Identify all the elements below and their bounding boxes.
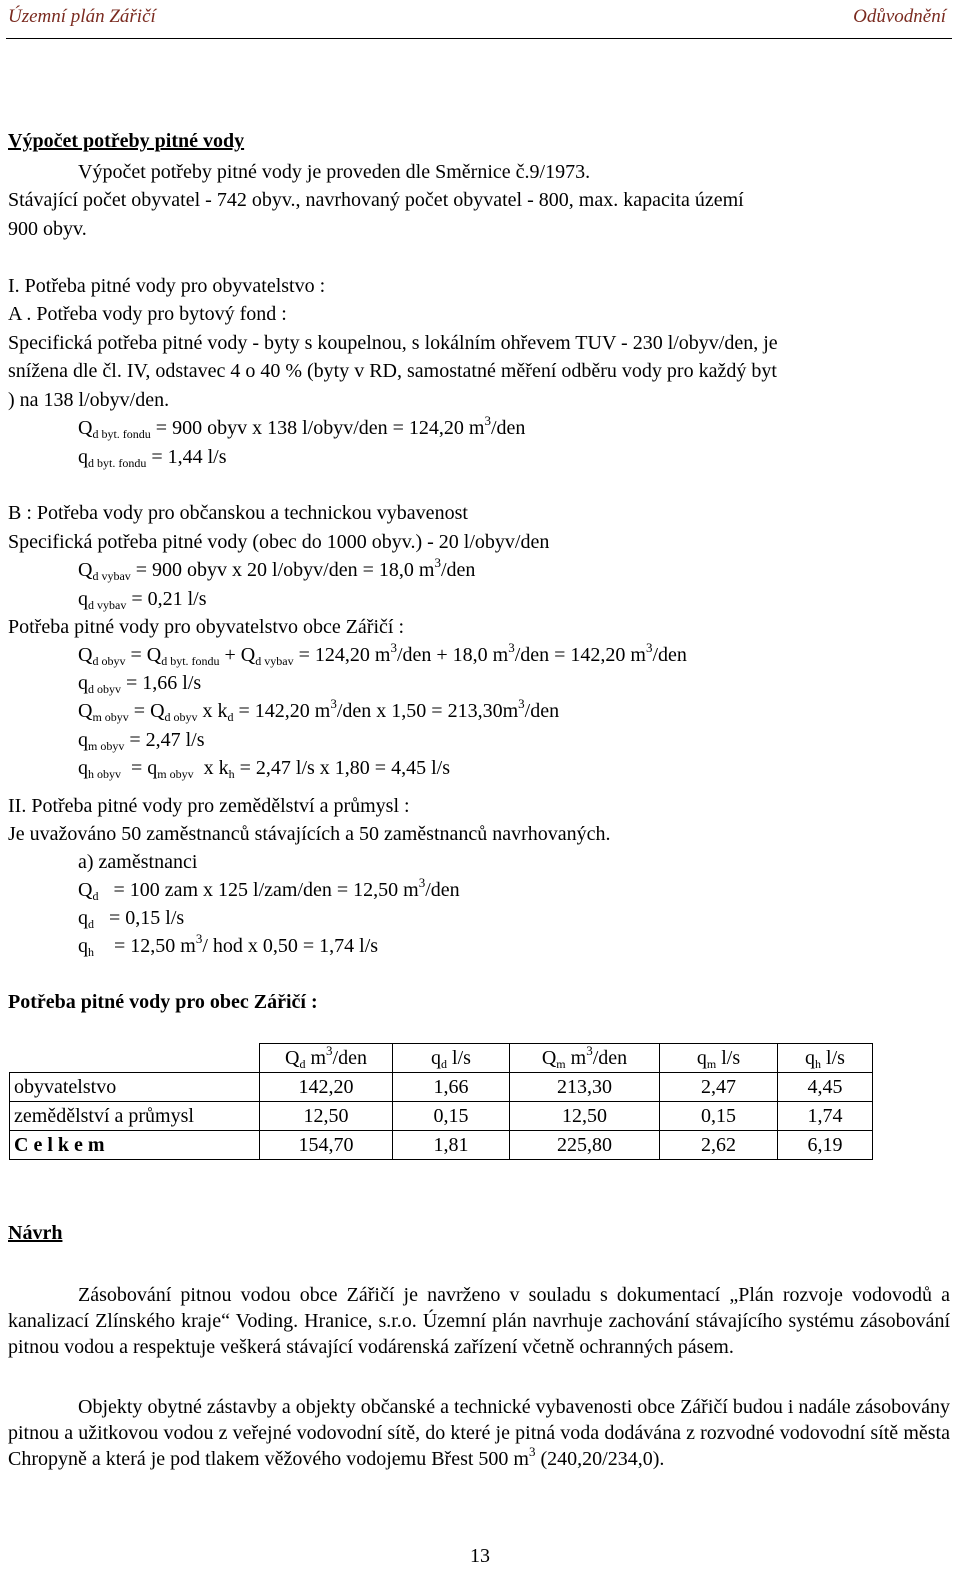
header-rule [6, 38, 952, 39]
col-header-qh: $q_h$ l/s [778, 1044, 873, 1073]
spec-b: Specifická potřeba pitné vody (obec do 1000 obyv.) - 20 l/obyv/den [8, 531, 550, 553]
intro-line-1: Výpočet potřeby pitné vody je proveden dle Směrnice č.9/1973. [78, 161, 591, 183]
formula-qh-zam: $q_h$ = 12,50 $m^3/$ hod x 0,50 = 1,74 l/s [78, 931, 379, 959]
row-label: obyvatelstvo [10, 1073, 260, 1102]
formula-qd-byt: $q_{d byt. fondu} = 1,44$ l/s [78, 446, 227, 470]
col-header-qd: $q_d$ l/s [393, 1044, 510, 1073]
col-header-Qd: $Q_d$ $m^3$/den [260, 1044, 393, 1073]
table-cell: 142,20 [260, 1073, 393, 1102]
table-cell: 213,30 [510, 1073, 660, 1102]
col-header-qm: $q_m$ l/s [660, 1044, 778, 1073]
row-label-total: C e l k e m [10, 1131, 260, 1160]
intro-line-3: 900 obyv. [8, 218, 87, 240]
formula-qm-obyv: $Q_{m obyv} = Q_{d obyv}$ x $k_d = 142,20$ $m^3$/den x $1,50 = 213,30m^3$/den [78, 696, 560, 724]
row-label: zemědělství a průmysl [10, 1102, 260, 1131]
table-cell: 2,62 [660, 1131, 778, 1160]
formula-qd-zam: $Q_d = 100$ zam x 125 l/zam/den = 12,50 $m^3$/den [78, 875, 460, 903]
table-row [10, 1073, 873, 1102]
intro-line-2: Stávající počet obyvatel - 742 obyv., navrhovaný počet obyvatel - 800, max. kapacita území [8, 189, 744, 211]
table-cell: 12,50 [260, 1102, 393, 1131]
table-cell: 0,15 [393, 1102, 510, 1131]
col-header-Qm: $Q_m$ $m^3$/den [510, 1044, 660, 1073]
table-header-row [10, 1044, 873, 1073]
formula-q-small-zam: $q_d = 0,15$ l/s [78, 907, 185, 931]
formula-qd-obyv: $q_{d obyv} = 1,66$ l/s [78, 672, 202, 696]
summary-heading: Potřeba pitné vody pro obec Zářičí : [8, 991, 318, 1013]
table-cell: 6,19 [778, 1131, 873, 1160]
header-section: Odůvodnění [853, 6, 946, 27]
summary-table [9, 1043, 873, 1160]
table-cell: 1,74 [778, 1102, 873, 1131]
spec-line-3: ) na 138 l/obyv/den. [8, 389, 170, 411]
formula-qh: $q_{h obyv} = q_{m obyv}$ x $k_h = 2,47$ l/s x 1,80 = 4,45 l/s [78, 757, 450, 781]
section-a-title: A . Potřeba vody pro bytový fond : [8, 303, 287, 325]
table-row-total [10, 1131, 873, 1160]
table-cell: 4,45 [778, 1073, 873, 1102]
formula-q-byt: $Q_{d byt. fondu} = 900$ obyv x 138 l/obyv/den = 124,20 $m^3$/den [78, 413, 526, 441]
table-cell: 0,15 [660, 1102, 778, 1131]
main-heading: Výpočet potřeby pitné vody [8, 130, 245, 152]
employees-a: a) zaměstnanci [78, 851, 198, 873]
table-cell: 154,70 [260, 1131, 393, 1160]
table-cell: 1,66 [393, 1073, 510, 1102]
navrh-paragraph-2: Objekty obytné zástavby a objekty občanské a technické vybavenosti obce Zářičí budou i nadále zásobovány pitnou a užitkovou vodou z veřejné vodovodní sítě, do které je pitná voda dodávána z rozvodné vodovodní sítě města Chropyně a která je pod tlakem věžového vodojemu Břest 500 $m^3$ (240,20/234,0). [8, 1396, 950, 1470]
formula-q-vybav: $Q_{d vybav} = 900$ obyv x 20 l/obyv/den = 18,0 $m^3$/den [78, 555, 476, 583]
spec-line-2: snížena dle čl. IV, odstavec 4 o 40 % (byty v RD, samostatné měření odběru vody pro každý byt [8, 360, 777, 382]
table-row [10, 1102, 873, 1131]
table-cell: 2,47 [660, 1073, 778, 1102]
table-corner-cell [10, 1044, 260, 1073]
employees-line: Je uvažováno 50 zaměstnanců stávajících a 50 zaměstnanců navrhovaných. [8, 823, 611, 845]
formula-qm-small: $q_{m obyv} = 2,47$ l/s [78, 729, 205, 753]
section-1-title: I. Potřeba pitné vody pro obyvatelstvo : [8, 275, 326, 297]
obec-heading: Potřeba pitné vody pro obyvatelstvo obce Zářičí : [8, 616, 405, 638]
page-number: 13 [470, 1545, 490, 1567]
table-cell: 12,50 [510, 1102, 660, 1131]
table-cell: 225,80 [510, 1131, 660, 1160]
table-cell: 1,81 [393, 1131, 510, 1160]
formula-qd-vybav: $q_{d vybav} = 0,21$ l/s [78, 588, 207, 612]
section-2-title: II. Potřeba pitné vody pro zemědělství a průmysl : [8, 795, 410, 817]
header-title: Územní plán Zářičí [8, 6, 156, 27]
formula-q-obyv: $Q_{d obyv} = Q_{d byt. fondu} + Q_{d vybav} = 124,20$ $m^3$/den + 18,0 $m^3$/den = 142,20 $m^3$/den [78, 640, 687, 668]
navrh-paragraph-1: Zásobování pitnou vodou obce Zářičí je navrženo v souladu s dokumentací „Plán rozvoje vodovodů a kanalizací Zlínského kraje“ Voding. Hranice, s.r.o. Územní plán navrhuje zachování stávajícího systému zásobování pitnou vodou a respektuje veškerá stávající vodárenská zařízení včetně ochranných pásem. [8, 1284, 950, 1358]
spec-line-1: Specifická potřeba pitné vody - byty s koupelnou, s lokálním ohřevem TUV - 230 l/obyv/den, je [8, 332, 778, 354]
section-b-title: B : Potřeba vody pro občanskou a technickou vybavenost [8, 502, 468, 524]
navrh-heading: Návrh [8, 1222, 63, 1244]
